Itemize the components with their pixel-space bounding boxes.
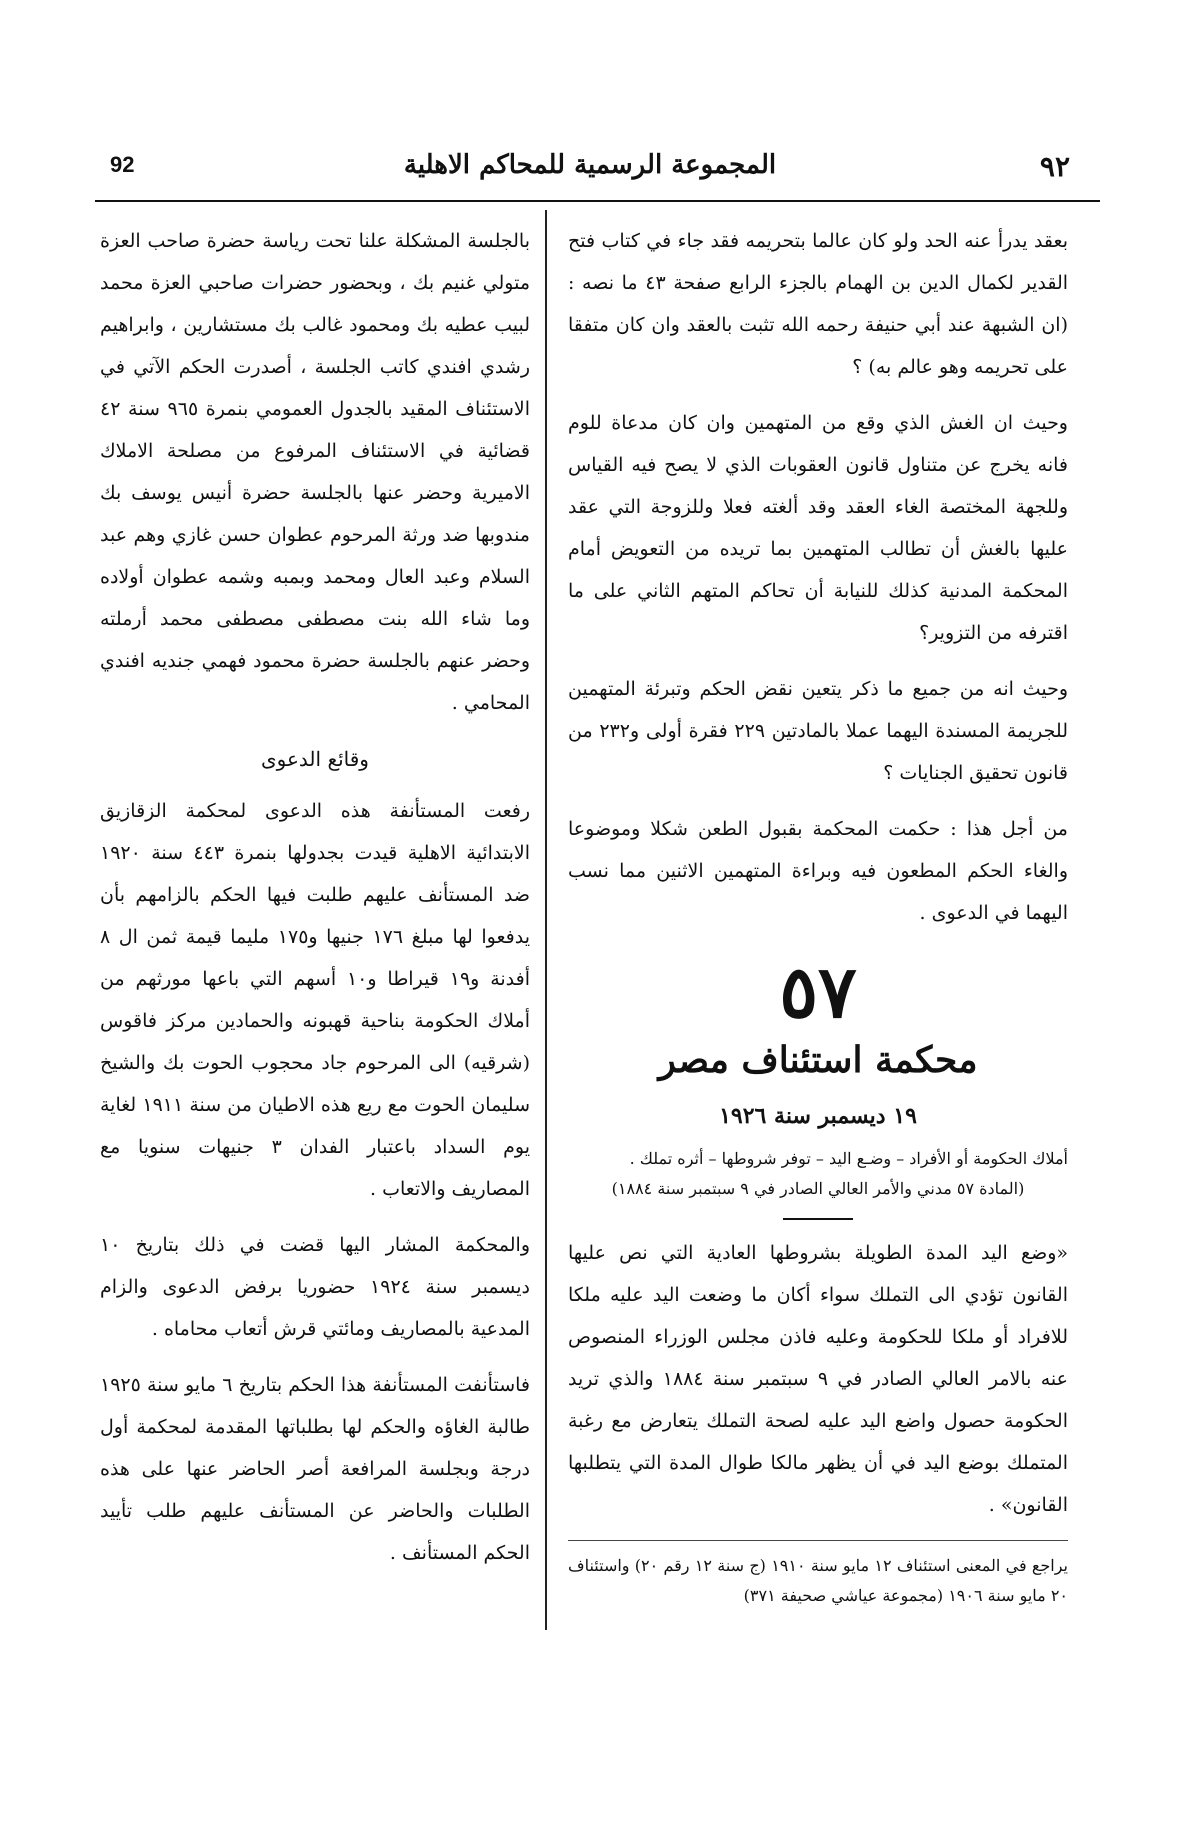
court-name: محكمة استئناف مصر <box>658 1039 978 1081</box>
header-rule <box>95 200 1100 202</box>
case-number: ٥٧ <box>779 949 857 1034</box>
short-divider <box>783 1218 853 1220</box>
paragraph: رفعت المستأنفة هذه الدعوى لمحكمة الزقازيق الابتدائية الاهلية قيدت بجدولها بنمرة ٤٤٣ سنة ١٩٢٠ ضد المستأنف عليهم طلبت فيها الحكم بالزامهم بأن يدفعوا لها مبلغ ١٧٦ جنيها و١٧٥ مليما قيمة ثمن ال ٨ أفدنة و١٩ قيراطا و١٠ أسهم التي باعها مورثهم من أملاك الحكومة بناحية قهبونه والحمادين مركز فاقوس (شرقيه) الى المرحوم جاد محجوب الحوت بك والشيخ سليمان الحوت مع ريع هذه الاطيان من سنة ١٩١١ لغاية يوم السداد باعتبار الفدان ٣ جنيهات سنويا مع المصاريف والاتعاب . <box>100 800 531 1200</box>
page-number-arabic: ٩٢ <box>1039 150 1070 183</box>
paragraph: فاستأنفت المستأنفة هذا الحكم بتاريخ ٦ مايو سنة ١٩٢٥ طالبة الغاؤه والحكم لها بطلباتها المقدمة لمحكمة أول درجة وبجلسة المرافعة أصر الحاضر عنها على هذه الطلبات والحاضر عن المستأنف عليهم طلب تأييد الحكم المستأنف . <box>100 1374 530 1564</box>
page-header <box>80 148 1100 198</box>
article-reference: (المادة ٥٧ مدني والأمر العالي الصادر في ٩ سبتمبر سنة ١٨٨٤) <box>611 1179 1025 1198</box>
legal-principle: «وضع اليد المدة الطويلة بشروطها العادية التي نص عليها القانون تؤدي الى التملك سواء أكان ما وضعت اليد عليه ملكا للافراد أو ملكا للحكومة وعليه فاذن مجلس الوزراء المنصوص عنه بالامر العالي الصادر في ٩ سبتمبر سنة ١٨٨٤ والذي تريد الحكومة حصول واضع اليد عليه لصحة التملك يتعارض مع رغبة المتملك بوضع اليد في أن يظهر مالكا طوال المدة التي يتطلبها القانون» . <box>568 1242 1069 1516</box>
paragraph: من أجل هذا : حكمت المحكمة بقبول الطعن شكلا وموضوعا والغاء الحكم المطعون فيه وبراءة المتهمين الاثنين مما نسب اليهما في الدعوى . <box>568 818 1068 924</box>
paragraph: وحيث ان الغش الذي وقع من المتهمين وان كان مدعاة للوم فانه يخرج عن متناول قانون العقوبات الذي لا يصح فيه القياس وللجهة المختصة الغاء العقد وقد ألغته فعلا وللزوجة التي عقد عليها بالغش أن تطالب المتهمين بما تريده من التعويض أمام المحكمة المدنية كذلك للنيابة أن تحاكم المتهم الثاني على ما اقترفه من التزوير؟ <box>568 412 1068 644</box>
footnote-rule <box>568 1540 1068 1541</box>
page-number-latin: 92 <box>110 152 135 177</box>
paragraph: وحيث انه من جميع ما ذكر يتعين نقض الحكم وتبرئة المتهمين للجريمة المسندة اليهما عملا بالمادتين ٢٢٩ فقرة أولى و٢٣٢ من قانون تحقيق الجنايات ؟ <box>568 678 1068 784</box>
footnote: يراجع في المعنى استئناف ١٢ مايو سنة ١٩١٠ (ج سنة ١٢ رقم ٢٠) واستئناف ٢٠ مايو سنة ١٩٠٦ (مجموعة عياشي صحيفة ٣٧١) <box>568 1556 1069 1605</box>
column-divider <box>545 210 547 1630</box>
case-date: ١٩ ديسمبر سنة ١٩٢٦ <box>719 1103 917 1129</box>
running-title: المجموعة الرسمية للمحاكم الاهلية <box>403 150 777 180</box>
session-intro: بالجلسة المشكلة علنا تحت رياسة حضرة صاحب العزة متولي غنيم بك ، وبحضور حضرات صاحبي العزة محمد لبيب عطيه بك ومحمود غالب بك مستشارين ، وابراهيم رشدي افندي كاتب الجلسة ، أصدرت الحكم الآتي في الاستئناف المقيد بالجدول العمومي بنمرة ٩٦٥ سنة ٤٢ قضائية في الاستئناف المرفوع من مصلحة الاملاك الاميرية وحضر عنها بالجلسة حضرة أنيس يوسف بك مندوبها ضد ورثة المرحوم عطوان حسن غازي وهم عبد السلام وعبد العال ومحمد وبمبه وشمه عطوان أولاده وما شاء الله بنت مصطفى مصطفى محمد أرملته وحضر عنهم بالجلسة حضرة محمود فهمي جنديه افندي المحامي . <box>100 230 530 714</box>
paragraph: بعقد يدرأ عنه الحد ولو كان عالما بتحريمه فقد جاء في كتاب فتح القدير لكمال الدين بن الهمام بالجزء الرابع صفحة ٤٣ ما نصه : (ان الشبهة عند أبي حنيفة رحمه الله تثبت بالعقد وان كان متفقا على تحريمه وهو عالم به) ؟ <box>568 230 1069 378</box>
paragraph: والمحكمة المشار اليها قضت في ذلك بتاريخ ١٠ ديسمبر سنة ١٩٢٤ حضوريا برفض الدعوى والزام المدعية بالمصاريف ومائتي قرش أتعاب محاماه . <box>100 1234 530 1340</box>
case-keywords: أملاك الحكومة أو الأفراد – وضـع اليد – توفر شروطها – أثره تملك . <box>629 1149 1068 1168</box>
section-title: وقائع الدعوى <box>261 747 369 771</box>
left-column <box>100 220 530 1588</box>
right-column <box>568 220 1068 1611</box>
